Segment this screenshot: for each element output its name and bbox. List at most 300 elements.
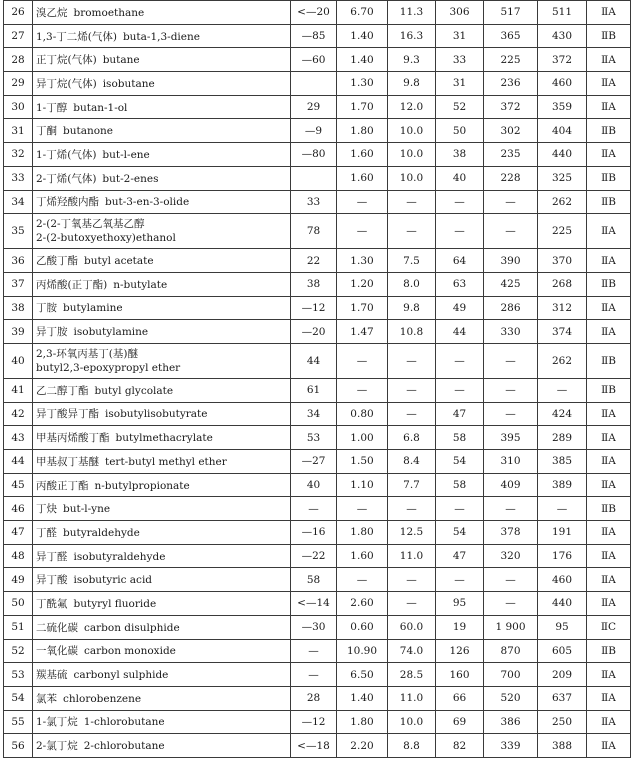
group-cell: ⅡA bbox=[587, 592, 631, 616]
value-cell-c3: 126 bbox=[436, 639, 484, 663]
value-cell-c2: 8.4 bbox=[388, 450, 436, 474]
value-cell-t1: 236 bbox=[484, 72, 538, 96]
value-cell-t2: 637 bbox=[538, 686, 587, 710]
value-cell-c2: 16.3 bbox=[388, 24, 436, 48]
value-cell-c2: 10.0 bbox=[388, 710, 436, 734]
substance-name-cell bbox=[33, 190, 291, 214]
value-cell-fp: —16 bbox=[291, 521, 337, 545]
english-name: buta-1,3-diene bbox=[122, 30, 200, 43]
chinese-name: 1-氯丁烷 bbox=[36, 716, 78, 729]
value-cell-fp: 44 bbox=[291, 343, 337, 378]
table-row bbox=[4, 95, 631, 119]
english-name: butan-1-ol bbox=[73, 101, 128, 114]
value-cell-fp: —60 bbox=[291, 48, 337, 72]
substance-name-cell bbox=[33, 497, 291, 521]
table-row bbox=[4, 119, 631, 143]
value-cell-t1: 310 bbox=[484, 450, 538, 474]
value-cell-t1: 870 bbox=[484, 639, 538, 663]
substance-name-cell bbox=[33, 249, 291, 273]
value-cell-fp: — bbox=[291, 663, 337, 687]
value-cell-c3: 31 bbox=[436, 72, 484, 96]
chinese-name: 1-丁烯(气体) bbox=[36, 148, 97, 161]
value-cell-t2: 209 bbox=[538, 663, 587, 687]
value-cell-t2: — bbox=[538, 378, 587, 402]
chinese-name: 丁炔 bbox=[36, 503, 57, 516]
value-cell-t1: 372 bbox=[484, 95, 538, 119]
english-name: butylmethacrylate bbox=[115, 432, 213, 445]
value-cell-t1: — bbox=[484, 592, 538, 616]
english-name: but-3-en-3-olide bbox=[105, 196, 190, 209]
value-cell-t2: 460 bbox=[538, 568, 587, 592]
value-cell-t1: 409 bbox=[484, 473, 538, 497]
english-name: butane bbox=[102, 54, 140, 67]
row-number-cell: 44 bbox=[4, 450, 33, 474]
value-cell-c1: 1.30 bbox=[337, 72, 388, 96]
value-cell-c1: — bbox=[337, 568, 388, 592]
group-cell: ⅡB bbox=[587, 190, 631, 214]
value-cell-c2: 10.0 bbox=[388, 143, 436, 167]
chinese-name: 2,3-环氧丙基丁(基)醚 bbox=[36, 347, 138, 360]
value-cell-t2: 250 bbox=[538, 710, 587, 734]
value-cell-t2: 424 bbox=[538, 402, 587, 426]
value-cell-t1: 517 bbox=[484, 1, 538, 25]
value-cell-t1: 286 bbox=[484, 296, 538, 320]
chinese-name: 二硫化碳 bbox=[36, 621, 78, 634]
table-row bbox=[4, 568, 631, 592]
value-cell-c3: 31 bbox=[436, 24, 484, 48]
value-cell-t1: 1 900 bbox=[484, 615, 538, 639]
substance-name-cell bbox=[33, 568, 291, 592]
chinese-name: 异丁酸 bbox=[36, 574, 68, 587]
chinese-name: 丙酸正丁酯 bbox=[36, 479, 89, 492]
value-cell-t1: 225 bbox=[484, 48, 538, 72]
substance-name-cell bbox=[33, 544, 291, 568]
value-cell-c1: 1.70 bbox=[337, 95, 388, 119]
value-cell-fp: —27 bbox=[291, 450, 337, 474]
row-number-cell: 27 bbox=[4, 24, 33, 48]
english-name: butylamine bbox=[63, 302, 123, 315]
row-number-cell: 53 bbox=[4, 663, 33, 687]
value-cell-c3: 44 bbox=[436, 320, 484, 344]
value-cell-c2: 8.0 bbox=[388, 272, 436, 296]
value-cell-fp: 22 bbox=[291, 249, 337, 273]
table-row bbox=[4, 378, 631, 402]
value-cell-t2: 312 bbox=[538, 296, 587, 320]
row-number-cell: 31 bbox=[4, 119, 33, 143]
group-cell: ⅡA bbox=[587, 320, 631, 344]
value-cell-c1: 1.40 bbox=[337, 24, 388, 48]
row-number-cell: 40 bbox=[4, 343, 33, 378]
value-cell-t2: 95 bbox=[538, 615, 587, 639]
chinese-name: 丁酰氟 bbox=[36, 597, 68, 610]
value-cell-fp bbox=[291, 166, 337, 190]
group-cell: ⅡA bbox=[587, 710, 631, 734]
group-cell: ⅡA bbox=[587, 1, 631, 25]
value-cell-t2: 511 bbox=[538, 1, 587, 25]
value-cell-c2: 11.3 bbox=[388, 1, 436, 25]
table-row bbox=[4, 710, 631, 734]
chinese-name: 异丁酸异丁酯 bbox=[36, 408, 99, 421]
substance-name-cell bbox=[33, 143, 291, 167]
table-row bbox=[4, 639, 631, 663]
value-cell-fp: <—18 bbox=[291, 734, 337, 758]
value-cell-c1: 1.60 bbox=[337, 544, 388, 568]
english-name: butyl acetate bbox=[84, 255, 154, 268]
chinese-name: 丙烯酸(正丁酯) bbox=[36, 278, 108, 291]
group-cell: ⅡA bbox=[587, 568, 631, 592]
substance-name-cell bbox=[33, 686, 291, 710]
substance-name-cell bbox=[33, 343, 291, 378]
chinese-name: 甲基叔丁基醚 bbox=[36, 455, 99, 468]
value-cell-c2: — bbox=[388, 214, 436, 249]
group-cell: ⅡA bbox=[587, 214, 631, 249]
group-cell: ⅡA bbox=[587, 48, 631, 72]
table-row bbox=[4, 426, 631, 450]
value-cell-c3: 64 bbox=[436, 249, 484, 273]
group-cell: ⅡA bbox=[587, 143, 631, 167]
value-cell-c2: — bbox=[388, 190, 436, 214]
value-cell-c3: 82 bbox=[436, 734, 484, 758]
value-cell-c3: 49 bbox=[436, 296, 484, 320]
value-cell-c2: 10.0 bbox=[388, 119, 436, 143]
chinese-name: 甲基丙烯酸丁酯 bbox=[36, 432, 110, 445]
value-cell-c1: — bbox=[337, 497, 388, 521]
english-name: but-2-enes bbox=[102, 172, 159, 185]
value-cell-t2: 372 bbox=[538, 48, 587, 72]
value-cell-fp: 28 bbox=[291, 686, 337, 710]
chinese-name: 1-丁醇 bbox=[36, 101, 68, 114]
table-row bbox=[4, 320, 631, 344]
chinese-name: 丁酮 bbox=[36, 125, 57, 138]
value-cell-c2: 9.8 bbox=[388, 296, 436, 320]
value-cell-c1: 1.30 bbox=[337, 249, 388, 273]
value-cell-c2: 7.5 bbox=[388, 249, 436, 273]
chinese-name: 羰基硫 bbox=[36, 669, 68, 682]
value-cell-fp: 58 bbox=[291, 568, 337, 592]
value-cell-c3: 47 bbox=[436, 402, 484, 426]
value-cell-c3: 52 bbox=[436, 95, 484, 119]
english-name: 2-(2-butoxyethoxy)ethanol bbox=[36, 232, 176, 245]
substance-name-cell bbox=[33, 214, 291, 249]
value-cell-c3: 95 bbox=[436, 592, 484, 616]
english-name: but-l-ene bbox=[102, 148, 150, 161]
value-cell-c2: 10.0 bbox=[388, 166, 436, 190]
value-cell-t2: 289 bbox=[538, 426, 587, 450]
table-row bbox=[4, 402, 631, 426]
substance-name-cell bbox=[33, 1, 291, 25]
table-row bbox=[4, 214, 631, 249]
table-row bbox=[4, 143, 631, 167]
value-cell-c2: 11.0 bbox=[388, 686, 436, 710]
group-cell: ⅡA bbox=[587, 473, 631, 497]
value-cell-t2: — bbox=[538, 497, 587, 521]
value-cell-t1: 395 bbox=[484, 426, 538, 450]
value-cell-c3: 50 bbox=[436, 119, 484, 143]
chinese-name: 丁醛 bbox=[36, 526, 57, 539]
value-cell-t1: 235 bbox=[484, 143, 538, 167]
substance-name-cell bbox=[33, 24, 291, 48]
chinese-name: 正丁烷(气体) bbox=[36, 54, 97, 67]
substance-name-cell bbox=[33, 402, 291, 426]
value-cell-t1: 378 bbox=[484, 521, 538, 545]
group-cell: ⅡB bbox=[587, 166, 631, 190]
value-cell-fp: 38 bbox=[291, 272, 337, 296]
group-cell: ⅡA bbox=[587, 249, 631, 273]
value-cell-c3: 33 bbox=[436, 48, 484, 72]
table-row bbox=[4, 663, 631, 687]
value-cell-c1: 1.47 bbox=[337, 320, 388, 344]
table-row bbox=[4, 296, 631, 320]
data-table bbox=[3, 0, 631, 758]
table-row bbox=[4, 24, 631, 48]
substance-name-cell bbox=[33, 119, 291, 143]
row-number-cell: 55 bbox=[4, 710, 33, 734]
chinese-name: 异丁醛 bbox=[36, 550, 68, 563]
value-cell-c2: 8.8 bbox=[388, 734, 436, 758]
value-cell-fp: <—20 bbox=[291, 1, 337, 25]
value-cell-t2: 404 bbox=[538, 119, 587, 143]
row-number-cell: 49 bbox=[4, 568, 33, 592]
english-name: carbon monoxide bbox=[84, 645, 176, 658]
row-number-cell: 42 bbox=[4, 402, 33, 426]
group-cell: ⅡA bbox=[587, 734, 631, 758]
row-number-cell: 52 bbox=[4, 639, 33, 663]
group-cell: ⅡB bbox=[587, 343, 631, 378]
value-cell-c1: 1.70 bbox=[337, 296, 388, 320]
row-number-cell: 34 bbox=[4, 190, 33, 214]
english-name: butyraldehyde bbox=[63, 526, 140, 539]
group-cell: ⅡC bbox=[587, 615, 631, 639]
value-cell-t2: 325 bbox=[538, 166, 587, 190]
row-number-cell: 35 bbox=[4, 214, 33, 249]
table-row bbox=[4, 497, 631, 521]
english-name: butyl glycolate bbox=[94, 384, 174, 397]
substance-name-cell bbox=[33, 378, 291, 402]
row-number-cell: 43 bbox=[4, 426, 33, 450]
value-cell-c3: — bbox=[436, 343, 484, 378]
value-cell-t1: 520 bbox=[484, 686, 538, 710]
substance-name-cell bbox=[33, 72, 291, 96]
table-row bbox=[4, 544, 631, 568]
value-cell-t1: 365 bbox=[484, 24, 538, 48]
value-cell-t2: 389 bbox=[538, 473, 587, 497]
table-row bbox=[4, 450, 631, 474]
value-cell-c2: — bbox=[388, 402, 436, 426]
value-cell-t1: 390 bbox=[484, 249, 538, 273]
english-name: bromoethane bbox=[73, 6, 145, 19]
value-cell-c1: — bbox=[337, 343, 388, 378]
substance-name-cell bbox=[33, 95, 291, 119]
value-cell-c3: 40 bbox=[436, 166, 484, 190]
value-cell-t1: 386 bbox=[484, 710, 538, 734]
chinese-name: 溴乙烷 bbox=[36, 6, 68, 19]
value-cell-fp: — bbox=[291, 639, 337, 663]
value-cell-c3: 47 bbox=[436, 544, 484, 568]
table-row bbox=[4, 473, 631, 497]
row-number-cell: 45 bbox=[4, 473, 33, 497]
group-cell: ⅡB bbox=[587, 119, 631, 143]
chinese-name: 丁胺 bbox=[36, 302, 57, 315]
table-row bbox=[4, 190, 631, 214]
value-cell-c2: 7.7 bbox=[388, 473, 436, 497]
value-cell-c1: — bbox=[337, 190, 388, 214]
group-cell: ⅡB bbox=[587, 639, 631, 663]
group-cell: ⅡB bbox=[587, 378, 631, 402]
value-cell-c3: — bbox=[436, 214, 484, 249]
value-cell-c1: 6.50 bbox=[337, 663, 388, 687]
value-cell-t2: 262 bbox=[538, 190, 587, 214]
table-row bbox=[4, 686, 631, 710]
value-cell-t1: — bbox=[484, 497, 538, 521]
value-cell-c2: 9.3 bbox=[388, 48, 436, 72]
substance-name-cell bbox=[33, 710, 291, 734]
value-cell-c1: — bbox=[337, 214, 388, 249]
row-number-cell: 54 bbox=[4, 686, 33, 710]
english-name: n-butylate bbox=[113, 278, 168, 291]
chinese-name: 2-氯丁烷 bbox=[36, 740, 78, 753]
chinese-name: 氯苯 bbox=[36, 692, 57, 705]
english-name: isobutylisobutyrate bbox=[105, 408, 208, 421]
value-cell-fp: —30 bbox=[291, 615, 337, 639]
value-cell-c2: — bbox=[388, 568, 436, 592]
row-number-cell: 51 bbox=[4, 615, 33, 639]
english-name: butyryl fluoride bbox=[73, 597, 157, 610]
group-cell: ⅡA bbox=[587, 402, 631, 426]
value-cell-fp: 40 bbox=[291, 473, 337, 497]
group-cell: ⅡA bbox=[587, 544, 631, 568]
value-cell-c2: 28.5 bbox=[388, 663, 436, 687]
value-cell-fp: —20 bbox=[291, 320, 337, 344]
table-row bbox=[4, 1, 631, 25]
value-cell-c2: 11.0 bbox=[388, 544, 436, 568]
group-cell: ⅡA bbox=[587, 686, 631, 710]
value-cell-c3: 58 bbox=[436, 473, 484, 497]
value-cell-c2: — bbox=[388, 592, 436, 616]
value-cell-c3: 54 bbox=[436, 450, 484, 474]
chinese-name: 丁烯羟酸内酯 bbox=[36, 196, 99, 209]
value-cell-c1: 1.40 bbox=[337, 48, 388, 72]
value-cell-t2: 605 bbox=[538, 639, 587, 663]
row-number-cell: 38 bbox=[4, 296, 33, 320]
value-cell-fp: 33 bbox=[291, 190, 337, 214]
value-cell-t2: 191 bbox=[538, 521, 587, 545]
value-cell-fp: 78 bbox=[291, 214, 337, 249]
chinese-name: 2-丁烯(气体) bbox=[36, 172, 97, 185]
row-number-cell: 26 bbox=[4, 1, 33, 25]
row-number-cell: 47 bbox=[4, 521, 33, 545]
chinese-name: 2-(2-丁氧基乙氧基乙醇 bbox=[36, 218, 145, 231]
value-cell-c1: 1.80 bbox=[337, 119, 388, 143]
value-cell-fp: 34 bbox=[291, 402, 337, 426]
english-name: carbonyl sulphide bbox=[73, 669, 169, 682]
substance-name-cell bbox=[33, 663, 291, 687]
value-cell-t1: — bbox=[484, 378, 538, 402]
value-cell-t1: — bbox=[484, 343, 538, 378]
value-cell-c1: 1.60 bbox=[337, 143, 388, 167]
substance-name-cell bbox=[33, 615, 291, 639]
value-cell-t1: — bbox=[484, 568, 538, 592]
value-cell-c3: 69 bbox=[436, 710, 484, 734]
value-cell-fp: <—14 bbox=[291, 592, 337, 616]
substance-name-cell bbox=[33, 592, 291, 616]
value-cell-t2: 268 bbox=[538, 272, 587, 296]
substance-name-cell bbox=[33, 639, 291, 663]
value-cell-c1: 2.60 bbox=[337, 592, 388, 616]
row-number-cell: 29 bbox=[4, 72, 33, 96]
value-cell-c2: — bbox=[388, 378, 436, 402]
value-cell-c3: 58 bbox=[436, 426, 484, 450]
row-number-cell: 56 bbox=[4, 734, 33, 758]
value-cell-c1: 1.80 bbox=[337, 710, 388, 734]
value-cell-t1: 330 bbox=[484, 320, 538, 344]
row-number-cell: 41 bbox=[4, 378, 33, 402]
group-cell: ⅡA bbox=[587, 663, 631, 687]
value-cell-c3: 160 bbox=[436, 663, 484, 687]
value-cell-c2: 9.8 bbox=[388, 72, 436, 96]
group-cell: ⅡA bbox=[587, 426, 631, 450]
substance-name-cell bbox=[33, 734, 291, 758]
value-cell-fp: —80 bbox=[291, 143, 337, 167]
substance-name-cell bbox=[33, 450, 291, 474]
table-row bbox=[4, 343, 631, 378]
value-cell-t2: 176 bbox=[538, 544, 587, 568]
value-cell-c1: 1.40 bbox=[337, 686, 388, 710]
english-name: isobutylamine bbox=[73, 326, 149, 339]
row-number-cell: 30 bbox=[4, 95, 33, 119]
value-cell-t1: 320 bbox=[484, 544, 538, 568]
value-cell-t1: 425 bbox=[484, 272, 538, 296]
value-cell-fp: —22 bbox=[291, 544, 337, 568]
value-cell-t2: 359 bbox=[538, 95, 587, 119]
substance-name-cell bbox=[33, 521, 291, 545]
chinese-name: 一氧化碳 bbox=[36, 645, 78, 658]
value-cell-fp bbox=[291, 72, 337, 96]
value-cell-fp: —12 bbox=[291, 710, 337, 734]
value-cell-fp: 29 bbox=[291, 95, 337, 119]
value-cell-c1: 2.20 bbox=[337, 734, 388, 758]
table-row bbox=[4, 48, 631, 72]
table-row bbox=[4, 249, 631, 273]
table-row bbox=[4, 521, 631, 545]
value-cell-c3: 306 bbox=[436, 1, 484, 25]
value-cell-c2: — bbox=[388, 343, 436, 378]
value-cell-c2: 60.0 bbox=[388, 615, 436, 639]
substance-name-cell bbox=[33, 166, 291, 190]
row-number-cell: 37 bbox=[4, 272, 33, 296]
table-row bbox=[4, 734, 631, 758]
value-cell-c1: 1.50 bbox=[337, 450, 388, 474]
value-cell-c1: 10.90 bbox=[337, 639, 388, 663]
english-name: isobutyric acid bbox=[73, 574, 153, 587]
substance-name-cell bbox=[33, 296, 291, 320]
english-name: 1-chlorobutane bbox=[83, 716, 165, 729]
value-cell-t1: 302 bbox=[484, 119, 538, 143]
table-row bbox=[4, 72, 631, 96]
value-cell-t2: 225 bbox=[538, 214, 587, 249]
substance-name-cell bbox=[33, 48, 291, 72]
value-cell-c3: 38 bbox=[436, 143, 484, 167]
value-cell-c1: 6.70 bbox=[337, 1, 388, 25]
row-number-cell: 48 bbox=[4, 544, 33, 568]
table-body bbox=[4, 1, 631, 758]
value-cell-t2: 460 bbox=[538, 72, 587, 96]
value-cell-t2: 388 bbox=[538, 734, 587, 758]
value-cell-c2: 6.8 bbox=[388, 426, 436, 450]
value-cell-c3: — bbox=[436, 568, 484, 592]
table-row bbox=[4, 166, 631, 190]
value-cell-c1: 1.20 bbox=[337, 272, 388, 296]
row-number-cell: 36 bbox=[4, 249, 33, 273]
